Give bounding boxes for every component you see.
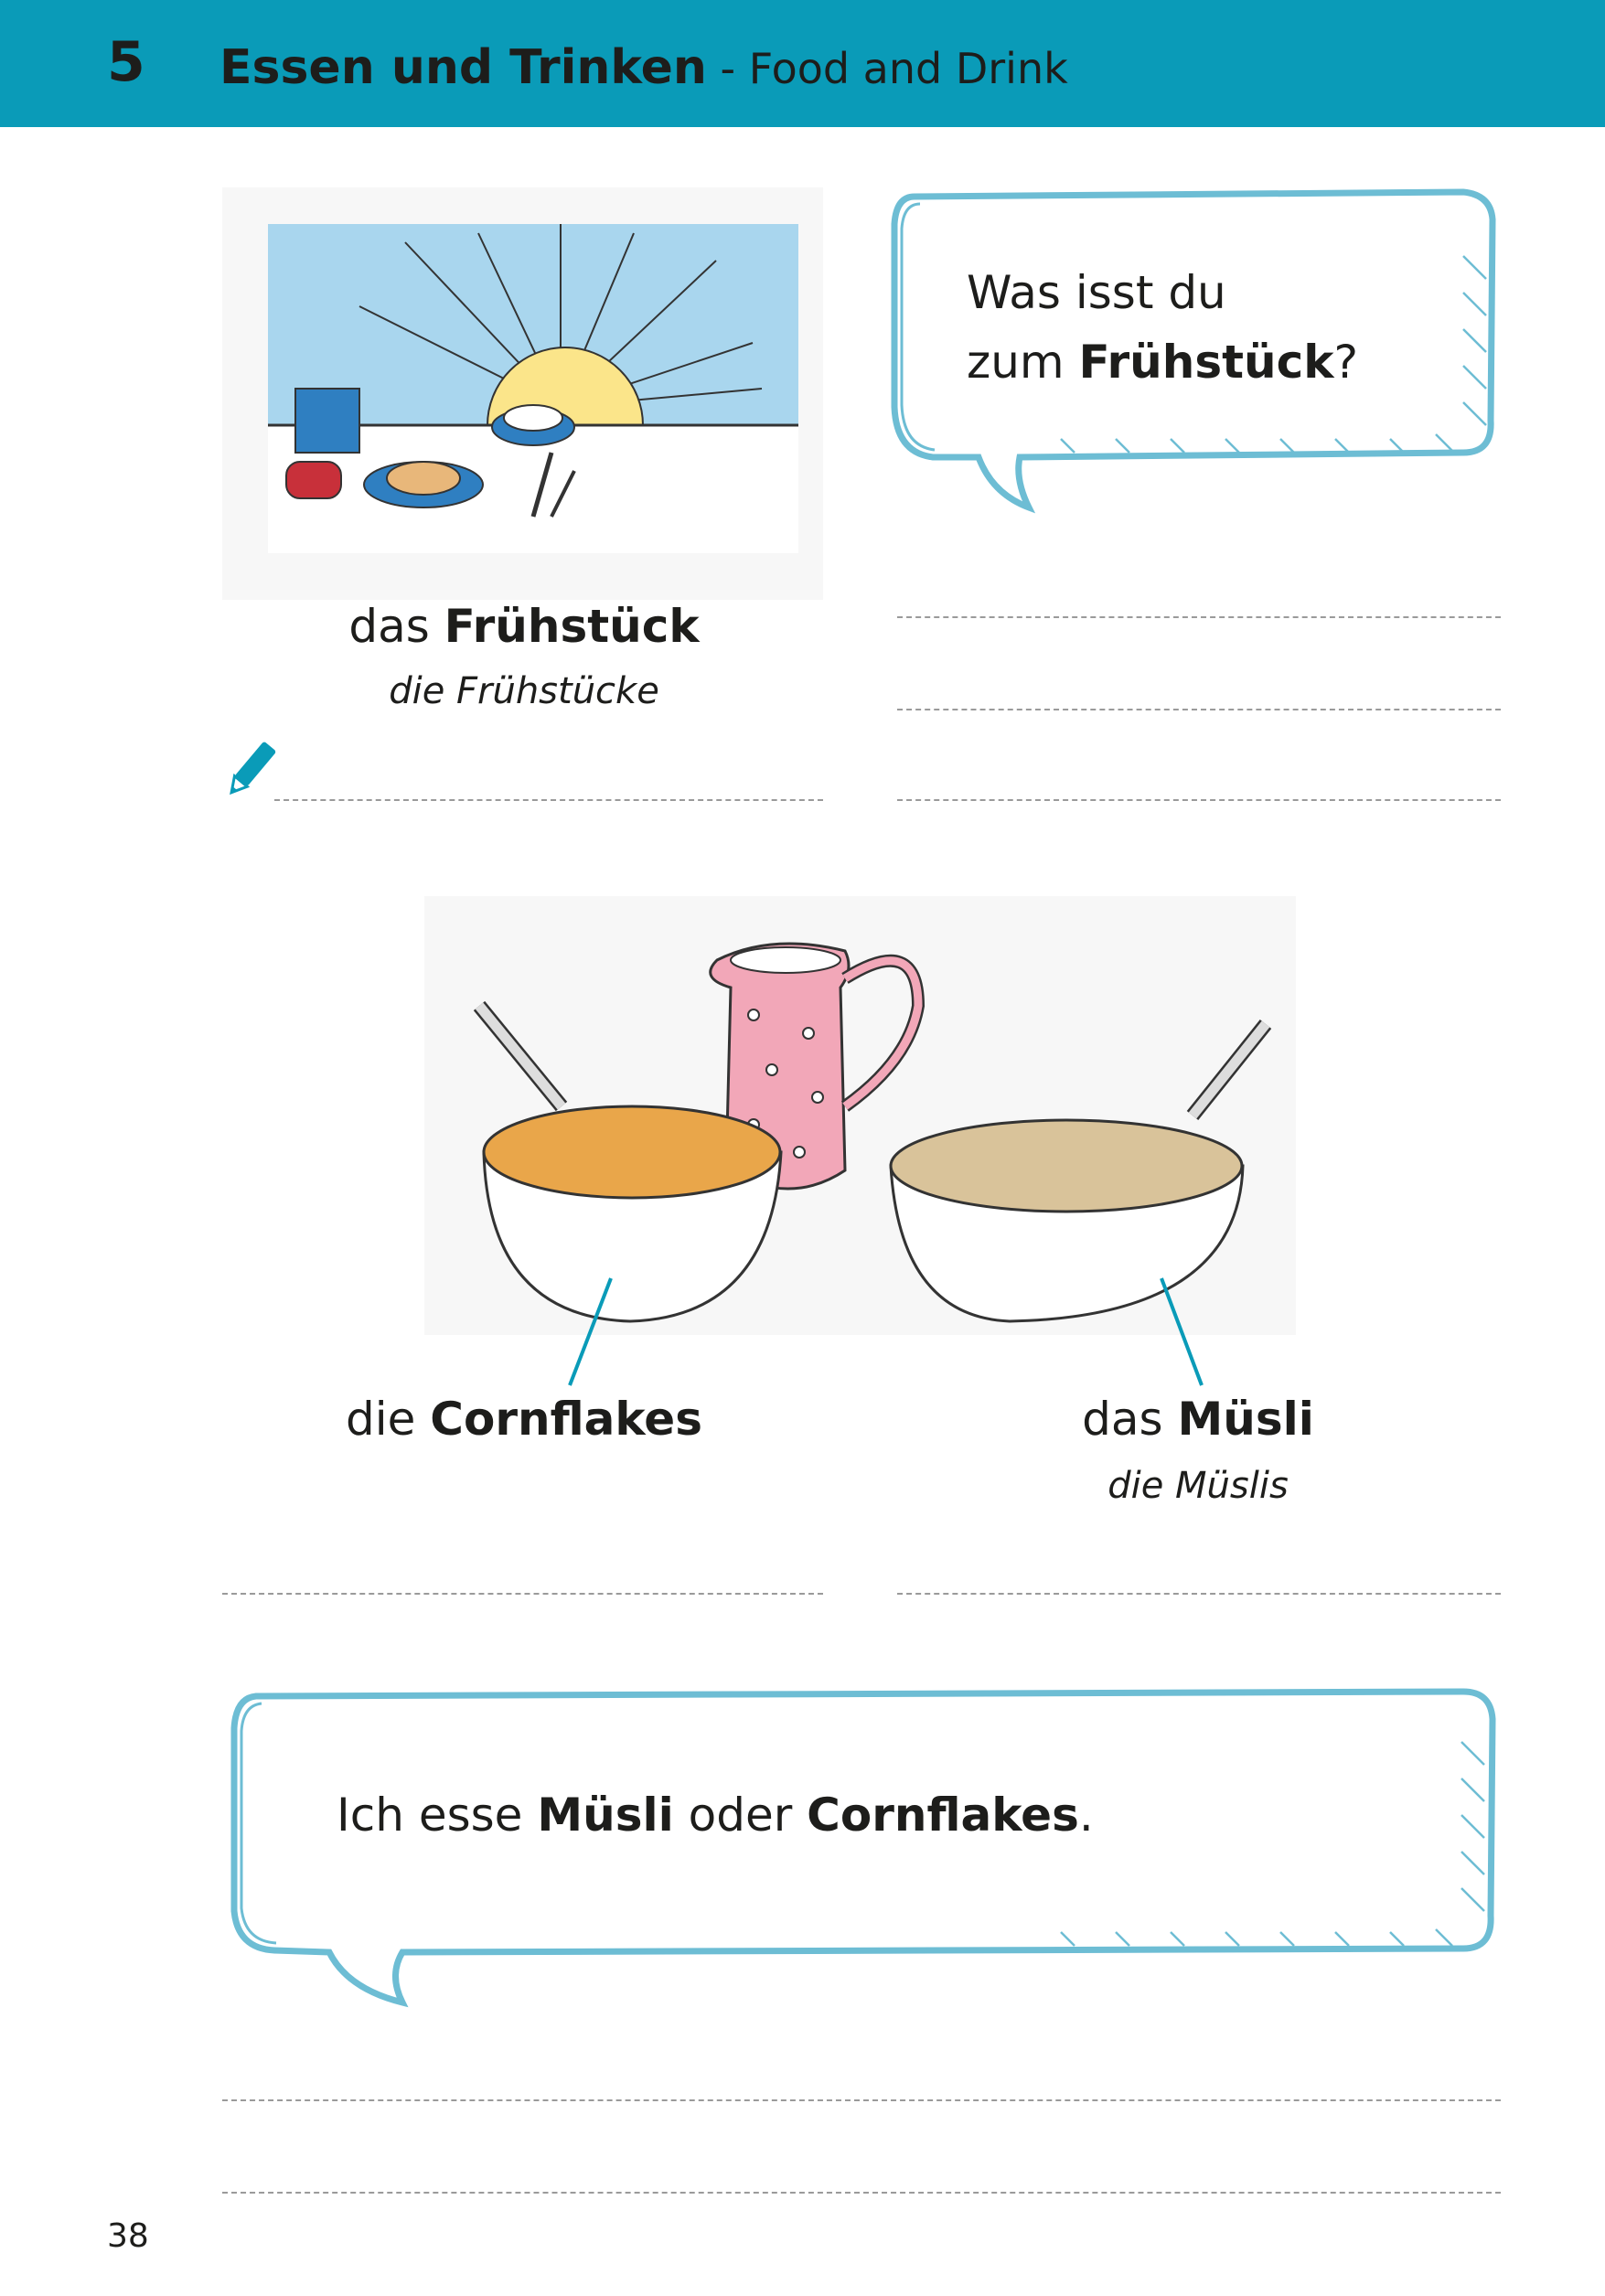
cereal-illustration [424,896,1296,1335]
noun: Müsli [1177,1393,1314,1446]
question-text: zum [967,336,1079,389]
vocab-muesli [915,1393,1482,1446]
label-pointers [549,1271,1225,1394]
question-bold-word: Frühstück [1078,336,1334,389]
article: das [1082,1393,1178,1446]
writing-line[interactable] [897,1593,1501,1595]
title-german: Essen und Trinken [219,40,707,95]
title-english: Food and Drink [748,44,1068,93]
title-separator: - [706,44,749,93]
page-number: 38 [107,2217,149,2255]
question-line-1: Was isst du [967,266,1226,319]
vocab-cornflakes [222,1393,826,1446]
bubble-question-text [967,258,1358,397]
vocab-fruehstueck [222,600,826,653]
breakfast-illustration [222,187,823,600]
writing-line[interactable] [274,799,823,801]
chapter-number: 5 [107,30,145,94]
article: das [348,600,444,653]
question-mark: ? [1333,336,1359,389]
chapter-title [219,40,1068,96]
pencil-icon [218,739,282,803]
writing-line[interactable] [897,616,1501,618]
answer-text: Ich esse [337,1789,538,1842]
noun: Cornflakes [430,1393,702,1446]
question-line-2 [967,327,1358,397]
writing-line[interactable] [222,1593,823,1595]
noun: Frühstück [444,600,700,653]
plural-muesli: die Müslis [1107,1465,1289,1507]
bubble-answer-text [337,1780,1094,1850]
writing-line[interactable] [897,799,1501,801]
answer-bold-cornflakes: Cornflakes [807,1789,1079,1842]
plural-fruehstueck: die Frühstücke [389,670,659,712]
writing-line[interactable] [222,2099,1501,2101]
article: die [346,1393,431,1446]
writing-line[interactable] [222,2192,1501,2194]
answer-period: . [1078,1789,1094,1842]
answer-bold-muesli: Müsli [537,1789,674,1842]
answer-text: oder [673,1789,808,1842]
writing-line[interactable] [897,709,1501,710]
